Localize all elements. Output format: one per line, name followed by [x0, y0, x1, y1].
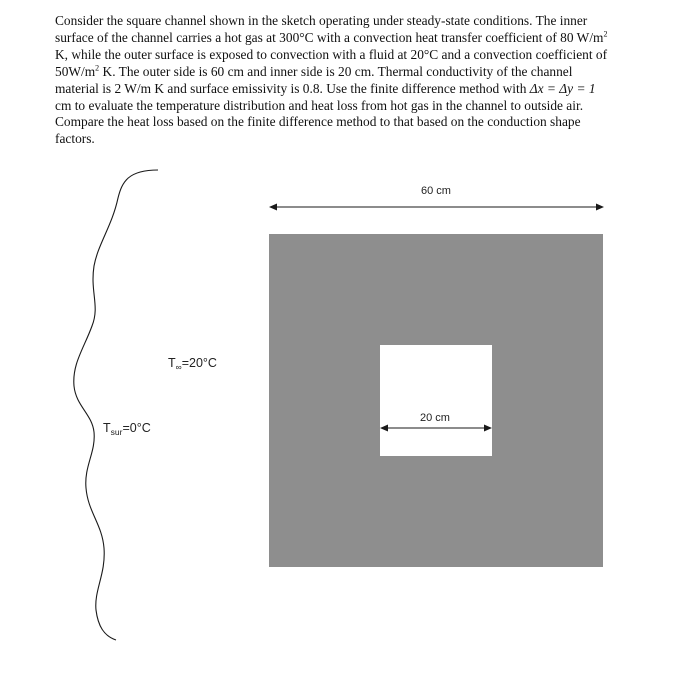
- surroundings-temperature-label: $T_{sur}=0^\circ C$: [103, 421, 151, 437]
- inner-dimension-label: 20 cm: [420, 412, 450, 424]
- fluid-temperature-label: $T_\infty=20^\circ C$: [168, 356, 217, 372]
- superscript-2: 2: [603, 29, 608, 39]
- grid-spacing-expression: Δx = Δy = 1: [529, 80, 596, 96]
- problem-text-part-1: Consider the square channel shown in the sketch operating under steady-state conditions. The inner surface of the channel carries a hot gas at 300°C with a convection heat transfer coefficient of 80 W/m: [55, 13, 604, 45]
- outer-dimension-label: 60 cm: [421, 185, 451, 197]
- problem-text-part-3: K. The outer side is 60 cm and inner side is 20 cm. Thermal conductivity of the channel material is 2 W/m K and surface emissivity is 0.8. Use the finite difference method with: [55, 63, 573, 96]
- superscript-2: 2: [95, 63, 100, 73]
- problem-text-part-2: K, while the outer surface is exposed to convection with a fluid at 20°C and a convection coefficient of 50W/m: [55, 46, 608, 79]
- channel-inner-hollow: [380, 345, 492, 456]
- surroundings-boundary-curve: [74, 170, 158, 640]
- problem-text-part-4: cm to evaluate the temperature distribution and heat loss from hot gas in the channel to outside air. Compare the heat loss based on the finite difference method to that based on the conduction shape factors.: [55, 97, 584, 147]
